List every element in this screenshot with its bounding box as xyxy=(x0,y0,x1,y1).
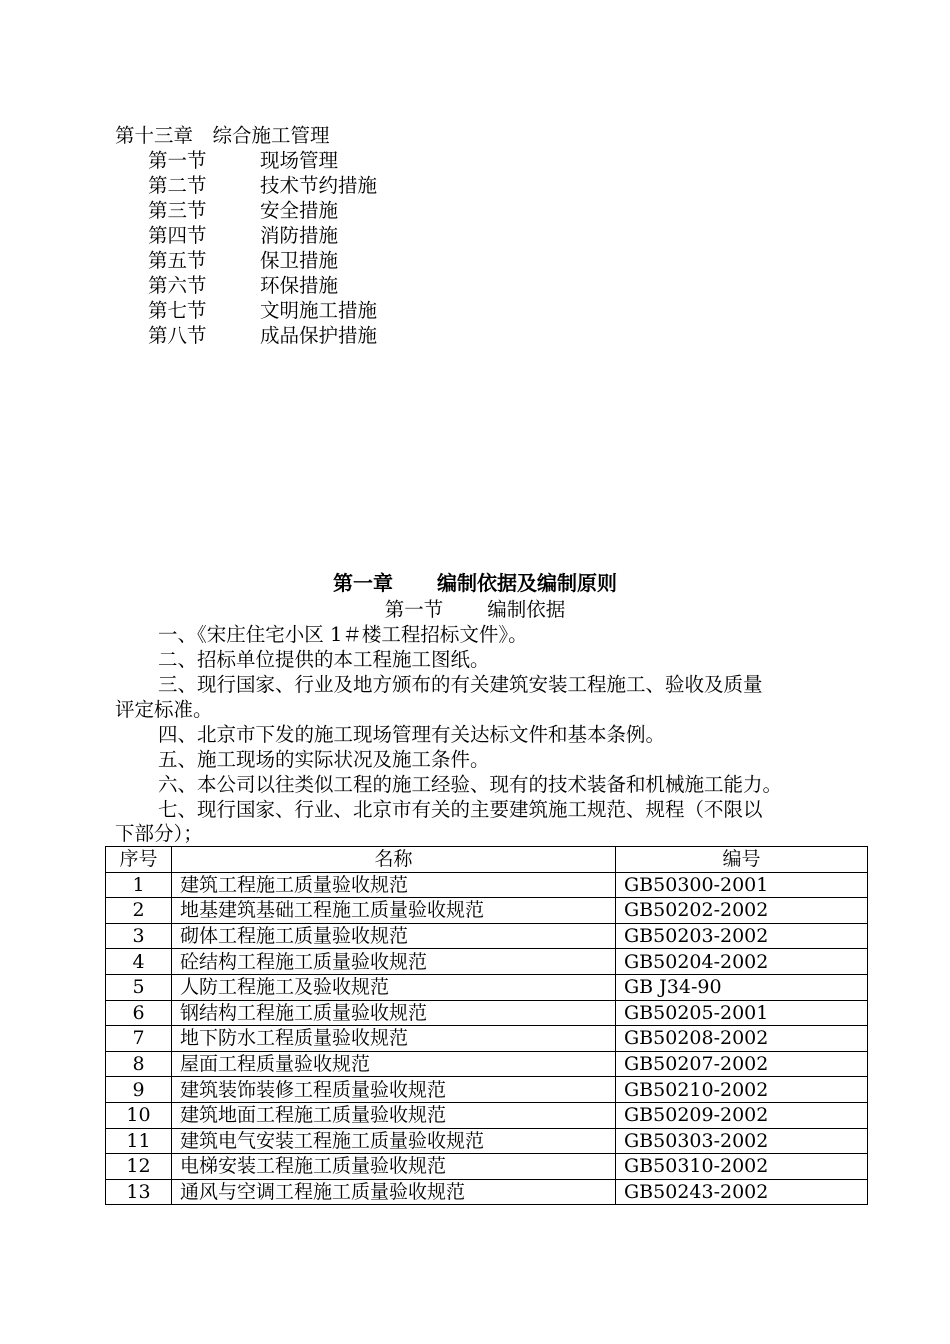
table-row xyxy=(106,1077,868,1103)
header-code: 编号 xyxy=(616,847,868,873)
table-row xyxy=(106,974,868,1000)
chapter-number: 第一章 xyxy=(333,571,393,595)
cell-name: 砼结构工程施工质量验收规范 xyxy=(172,949,616,975)
cell-code: GB50310-2002 xyxy=(616,1154,868,1180)
cell-code: GB50243-2002 xyxy=(616,1179,868,1205)
chapter-name: 编制依据及编制原则 xyxy=(437,571,617,595)
toc-section-title: 环保措施 xyxy=(260,274,339,297)
cell-code: GB50203-2002 xyxy=(616,923,868,949)
cell-no: 9 xyxy=(106,1077,172,1103)
section-title xyxy=(0,597,950,622)
basis-item-7: 七、现行国家、行业、北京市有关的主要建筑施工规范、规程（不限以 xyxy=(158,798,763,821)
cell-no: 6 xyxy=(106,1000,172,1026)
cell-no: 13 xyxy=(106,1179,172,1205)
cell-name: 建筑装饰装修工程质量验收规范 xyxy=(172,1077,616,1103)
basis-item-4: 四、北京市下发的施工现场管理有关达标文件和基本条例。 xyxy=(158,723,666,746)
basis-item-6: 六、本公司以往类似工程的施工经验、现有的技术装备和机械施工能力。 xyxy=(158,773,783,796)
cell-no: 10 xyxy=(106,1102,172,1128)
header-name: 名称 xyxy=(172,847,616,873)
cell-code: GB J34-90 xyxy=(616,974,868,1000)
table-row xyxy=(106,1154,868,1180)
cell-code: GB50303-2002 xyxy=(616,1128,868,1154)
basis-item-5: 五、施工现场的实际状况及施工条件。 xyxy=(158,748,490,771)
toc-section-number: 第四节 xyxy=(148,224,207,247)
toc-section-number: 第一节 xyxy=(148,149,207,172)
table-row xyxy=(106,949,868,975)
table-row xyxy=(106,1179,868,1205)
cell-name: 电梯安装工程施工质量验收规范 xyxy=(172,1154,616,1180)
basis-item-1: 一、《宋庄住宅小区 1＃楼工程招标文件》。 xyxy=(158,623,528,646)
chapter-title xyxy=(0,571,950,596)
toc-section-title: 保卫措施 xyxy=(260,249,339,272)
cell-no: 2 xyxy=(106,898,172,924)
toc-chapter-13: 第十三章 综合施工管理 xyxy=(115,124,330,147)
cell-code: GB50210-2002 xyxy=(616,1077,868,1103)
cell-name: 地基建筑基础工程施工质量验收规范 xyxy=(172,898,616,924)
cell-no: 12 xyxy=(106,1154,172,1180)
table-row xyxy=(106,1000,868,1026)
cell-no: 1 xyxy=(106,872,172,898)
table-row xyxy=(106,872,868,898)
cell-code: GB50207-2002 xyxy=(616,1051,868,1077)
basis-item-7-cont: 下部分）； xyxy=(115,822,203,845)
table-row xyxy=(106,923,868,949)
cell-name: 地下防水工程质量验收规范 xyxy=(172,1026,616,1052)
toc-section-number: 第七节 xyxy=(148,299,207,322)
table-header-row xyxy=(106,847,868,873)
header-no: 序号 xyxy=(106,847,172,873)
table-row xyxy=(106,1102,868,1128)
cell-name: 建筑电气安装工程施工质量验收规范 xyxy=(172,1128,616,1154)
cell-name: 砌体工程施工质量验收规范 xyxy=(172,923,616,949)
basis-item-3: 三、现行国家、行业及地方颁布的有关建筑安装工程施工、验收及质量 xyxy=(158,673,763,696)
toc-section-title: 现场管理 xyxy=(260,149,339,172)
cell-code: GB50300-2001 xyxy=(616,872,868,898)
cell-no: 8 xyxy=(106,1051,172,1077)
toc-section-title: 消防措施 xyxy=(260,224,339,247)
cell-code: GB50208-2002 xyxy=(616,1026,868,1052)
cell-name: 建筑工程施工质量验收规范 xyxy=(172,872,616,898)
toc-section-title: 文明施工措施 xyxy=(260,299,378,322)
cell-no: 7 xyxy=(106,1026,172,1052)
cell-no: 3 xyxy=(106,923,172,949)
basis-item-3-cont: 评定标准。 xyxy=(115,698,213,721)
cell-code: GB50209-2002 xyxy=(616,1102,868,1128)
cell-name: 通风与空调工程施工质量验收规范 xyxy=(172,1179,616,1205)
cell-name: 钢结构工程施工质量验收规范 xyxy=(172,1000,616,1026)
cell-no: 11 xyxy=(106,1128,172,1154)
toc-section-number: 第六节 xyxy=(148,274,207,297)
cell-code: GB50204-2002 xyxy=(616,949,868,975)
toc-section-number: 第二节 xyxy=(148,174,207,197)
toc-section-number: 第五节 xyxy=(148,249,207,272)
cell-name: 人防工程施工及验收规范 xyxy=(172,974,616,1000)
cell-no: 4 xyxy=(106,949,172,975)
section-name: 编制依据 xyxy=(487,598,566,621)
toc-section-title: 安全措施 xyxy=(260,199,339,222)
table-row xyxy=(106,1026,868,1052)
table-row xyxy=(106,1051,868,1077)
cell-code: GB50202-2002 xyxy=(616,898,868,924)
toc-section-number: 第八节 xyxy=(148,324,207,347)
cell-name: 建筑地面工程施工质量验收规范 xyxy=(172,1102,616,1128)
table-row xyxy=(106,1128,868,1154)
cell-code: GB50205-2001 xyxy=(616,1000,868,1026)
standards-table xyxy=(105,846,868,1205)
section-number: 第一节 xyxy=(384,598,444,621)
toc-section-number: 第三节 xyxy=(148,199,207,222)
toc-section-title: 技术节约措施 xyxy=(260,174,378,197)
basis-item-2: 二、招标单位提供的本工程施工图纸。 xyxy=(158,648,490,671)
cell-name: 屋面工程质量验收规范 xyxy=(172,1051,616,1077)
cell-no: 5 xyxy=(106,974,172,1000)
table-row xyxy=(106,898,868,924)
toc-section-title: 成品保护措施 xyxy=(260,324,378,347)
